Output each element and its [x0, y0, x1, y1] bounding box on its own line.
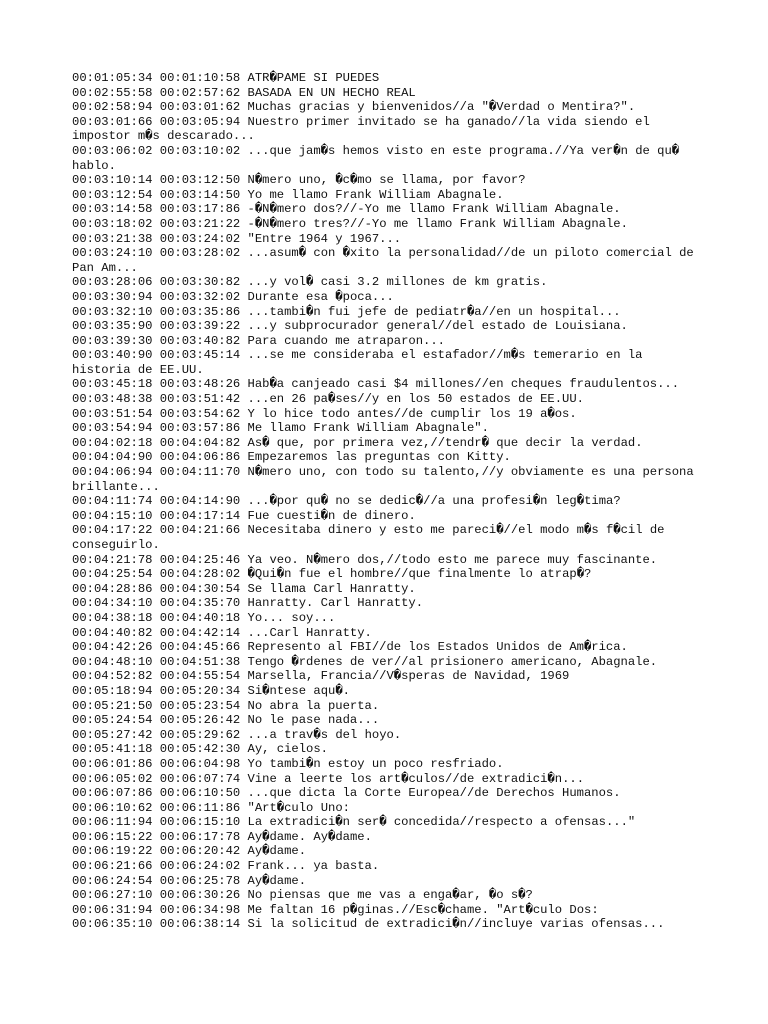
subtitle-line: 00:03:28:06 00:03:30:82 ...y vol� casi 3.2 millones de km gratis. [72, 275, 548, 290]
subtitle-line: 00:03:18:02 00:03:21:22 -�N�mero tres?//-Yo me llamo Frank William Abagnale. [72, 216, 628, 231]
subtitle-line: 00:03:54:94 00:03:57:86 Me llamo Frank William Abagnale". [72, 421, 489, 436]
subtitle-line: 00:03:06:02 00:03:10:02 ...que jam�s hemos visto en este programa.//Ya ver�n de qu� hablo. [72, 143, 687, 173]
subtitle-line: 00:05:21:50 00:05:23:54 No abra la puerta. [72, 698, 380, 713]
subtitle-line: 00:06:27:10 00:06:30:26 No piensas que me vas a enga�ar, �o s�? [72, 888, 533, 903]
subtitle-line: 00:06:35:10 00:06:38:14 Si la solicitud de extradici�n//incluye varias ofensas... [72, 917, 665, 932]
subtitle-line: 00:05:41:18 00:05:42:30 Ay, cielos. [72, 742, 328, 757]
subtitle-line: 00:04:52:82 00:04:55:54 Marsella, Francia//V�speras de Navidad, 1969 [72, 669, 570, 684]
subtitle-line: 00:06:01:86 00:06:04:98 Yo tambi�n estoy un poco resfriado. [72, 756, 504, 771]
subtitle-line: 00:03:45:18 00:03:48:26 Hab�a canjeado casi $4 millones//en cheques fraudulentos... [72, 377, 680, 392]
subtitle-line: 00:03:30:94 00:03:32:02 Durante esa �poca... [72, 289, 394, 304]
subtitle-line: 00:06:21:66 00:06:24:02 Frank... ya basta. [72, 859, 380, 874]
subtitle-line: 00:06:11:94 00:06:15:10 La extradici�n ser� concedida//respecto a ofensas..." [72, 815, 636, 830]
subtitle-line: 00:05:27:42 00:05:29:62 ...a trav�s del hoyo. [72, 727, 402, 742]
subtitle-line: 00:03:48:38 00:03:51:42 ...en 26 pa�ses//y en los 50 estados de EE.UU. [72, 392, 584, 407]
subtitle-line: 00:04:40:82 00:04:42:14 ...Carl Hanratty. [72, 625, 372, 640]
subtitle-line: 00:05:18:94 00:05:20:34 Si�ntese aqu�. [72, 683, 350, 698]
subtitle-line: 00:03:24:10 00:03:28:02 ...asum� con �xito la personalidad//de un piloto comercial de Pan Am... [72, 246, 702, 275]
subtitle-line: 00:04:38:18 00:04:40:18 Yo... soy... [72, 610, 336, 625]
subtitle-line: 00:04:04:90 00:04:06:86 Empezaremos las preguntas con Kitty. [72, 450, 511, 465]
subtitle-line: 00:03:12:54 00:03:14:50 Yo me llamo Frank William Abagnale. [72, 187, 504, 202]
subtitle-line: 00:03:14:58 00:03:17:86 -�N�mero dos?//-Yo me llamo Frank William Abagnale. [72, 202, 621, 217]
subtitle-line: 00:04:11:74 00:04:14:90 ...�por qu� no se dedic�//a una profesi�n leg�tima? [72, 494, 621, 509]
subtitle-line: 00:06:10:62 00:06:11:86 "Art�culo Uno: [72, 800, 350, 815]
subtitle-document [72, 71, 702, 932]
subtitle-line: 00:06:31:94 00:06:34:98 Me faltan 16 p�ginas.//Esc�chame. "Art�culo Dos: [72, 902, 599, 917]
subtitle-line: 00:06:07:86 00:06:10:50 ...que dicta la Corte Europea//de Derechos Humanos. [72, 786, 621, 801]
subtitle-line: 00:03:10:14 00:03:12:50 N�mero uno, �c�mo se llama, por favor? [72, 173, 526, 188]
subtitle-line: 00:02:55:58 00:02:57:62 BASADA EN UN HECHO REAL [72, 85, 416, 100]
subtitle-line: 00:03:51:54 00:03:54:62 Y lo hice todo antes//de cumplir los 19 a�os. [72, 406, 577, 421]
subtitle-line: 00:01:05:34 00:01:10:58 ATR�PAME SI PUEDES [72, 71, 380, 85]
subtitle-line: 00:03:32:10 00:03:35:86 ...tambi�n fui jefe de pediatr�a//en un hospital... [72, 304, 621, 319]
subtitle-line: 00:04:21:78 00:04:25:46 Ya veo. N�mero dos,//todo esto me parece muy fascinante. [72, 552, 658, 567]
subtitle-line: 00:04:28:86 00:04:30:54 Se llama Carl Hanratty. [72, 581, 416, 596]
subtitle-line: 00:06:15:22 00:06:17:78 Ay�dame. Ay�dame. [72, 829, 372, 844]
subtitle-line: 00:03:35:90 00:03:39:22 ...y subprocurador general//del estado de Louisiana. [72, 319, 628, 334]
subtitle-line: 00:04:15:10 00:04:17:14 Fue cuesti�n de dinero. [72, 508, 416, 523]
subtitle-line: 00:03:40:90 00:03:45:14 ...se me consideraba el estafador//m�s temerario en la historia de EE.UU. [72, 348, 650, 377]
subtitle-line: 00:04:17:22 00:04:21:66 Necesitaba dinero y esto me pareci�//el modo m�s f�cil de conseguirlo. [72, 523, 672, 552]
subtitle-line: 00:03:39:30 00:03:40:82 Para cuando me atraparon... [72, 333, 445, 348]
subtitle-line: 00:04:06:94 00:04:11:70 N�mero uno, con todo su talento,//y obviamente es una persona brillante... [72, 465, 702, 494]
subtitle-line: 00:03:21:38 00:03:24:02 "Entre 1964 y 1967... [72, 231, 402, 246]
subtitle-line: 00:02:58:94 00:03:01:62 Muchas gracias y bienvenidos//a "�Verdad o Mentira?". [72, 100, 636, 115]
subtitle-line: 00:04:34:10 00:04:35:70 Hanratty. Carl Hanratty. [72, 596, 424, 611]
subtitle-line: 00:05:24:54 00:05:26:42 No le pase nada... [72, 713, 380, 728]
subtitle-line: 00:04:48:10 00:04:51:38 Tengo �rdenes de ver//al prisionero americano, Abagnale. [72, 654, 658, 669]
subtitle-line: 00:04:42:26 00:04:45:66 Represento al FBI//de los Estados Unidos de Am�rica. [72, 640, 628, 655]
subtitle-line: 00:06:05:02 00:06:07:74 Vine a leerte los art�culos//de extradici�n... [72, 771, 585, 786]
subtitle-line: 00:04:25:54 00:04:28:02 �Qui�n fue el hombre//que finalmente lo atrap�? [72, 567, 592, 582]
subtitle-line: 00:04:02:18 00:04:04:82 As� que, por primera vez,//tendr� que decir la verdad. [72, 435, 643, 450]
subtitle-line: 00:06:19:22 00:06:20:42 Ay�dame. [72, 844, 307, 859]
subtitle-line: 00:03:01:66 00:03:05:94 Nuestro primer invitado se ha ganado//la vida siendo el impostor m�s descarado... [72, 114, 658, 144]
subtitle-line: 00:06:24:54 00:06:25:78 Ay�dame. [72, 873, 307, 888]
